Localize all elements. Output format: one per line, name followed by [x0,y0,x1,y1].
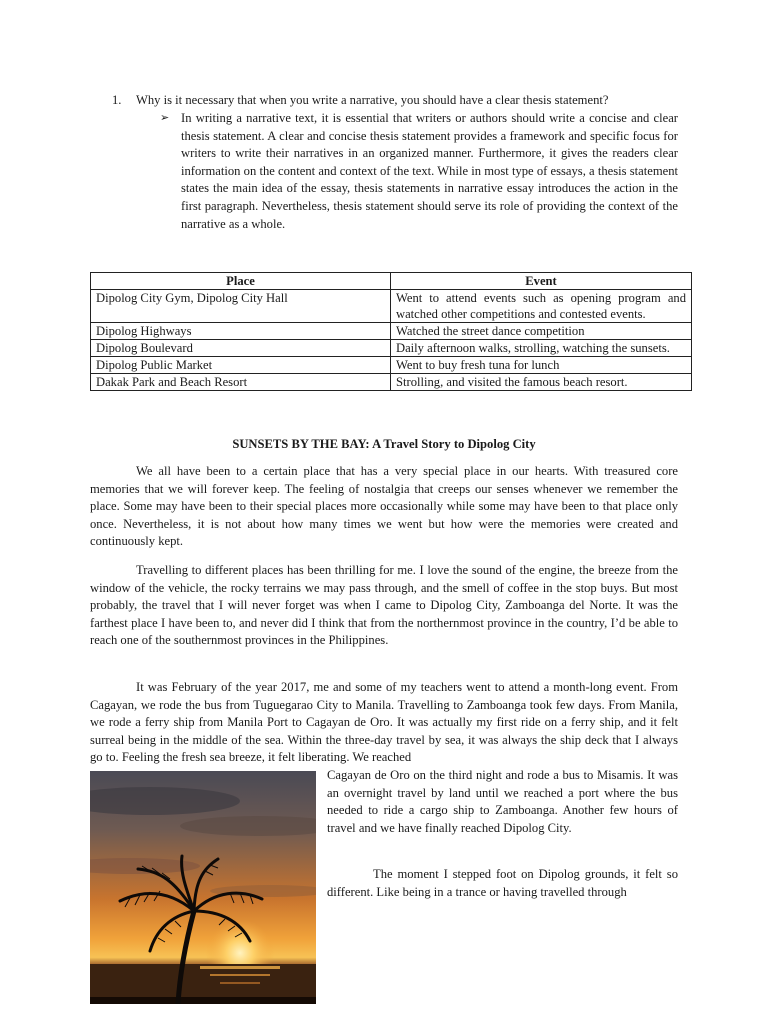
header-place: Place [91,273,391,290]
place-cell: Dakak Park and Beach Resort [91,374,391,391]
event-cell: Strolling, and visited the famous beach resort. [391,374,692,391]
place-event-table [90,272,692,391]
table-row [91,323,692,340]
table-row [91,290,692,323]
event-cell: Went to buy fresh tuna for lunch [391,357,692,374]
event-cell: Daily afternoon walks, strolling, watching the sunsets. [391,340,692,357]
event-cell: Watched the street dance competition [391,323,692,340]
question-1 [112,92,692,110]
table-row [91,357,692,374]
question-text: Why is it necessary that when you write a narrative, you should have a clear thesis statement? [136,93,609,107]
story-paragraph-3: It was February of the year 2017, me and some of my teachers went to attend a month-long event. From Cagayan, we rode the bus from Tuguegarao City to Manila. Travelling to Zamboanga took few days. From Manila, we rode a ferry ship from Manila Port to Cagayan de Oro. It was actually my first ride on a ferry ship, and it felt surreal being in the middle of the sea. Within the three-day travel by sea, it was always the ship deck that I always go to. Feeling the fresh sea breeze, it felt liberating. We reached [90,680,678,765]
place-cell: Dipolog City Gym, Dipolog City Hall [91,290,391,323]
answer-text: In writing a narrative text, it is essential that writers or authors should write a concise and clear thesis statement. A clear and concise thesis statement provides a framework and specific focus for writers to write their narratives in an organized manner. Furthermore, it gives the readers clear information on the content and context of the text. While in most type of essays, a thesis statement states the main idea of the essay, thesis statements in narrative essay introduces the action in the first paragraph. Nevertheless, thesis statement should serve its role of providing the context of the narrative as a whole. [181,111,678,231]
arrow-bullet-icon: ➢ [160,112,170,124]
story-paragraph-3-continued: Cagayan de Oro on the third night and rode a bus to Misamis. It was an overnight travel by land until we reached a port where the bus needed to ride a cargo ship to Zamboanga. Another few hours of travel and we have finally reached Dipolog City. [327,768,678,835]
table-header-row [91,273,692,290]
story-paragraph-4: The moment I stepped foot on Dipolog grounds, it felt so different. Like being in a trance or having travelled through [327,867,678,899]
event-cell: Went to attend events such as opening program and watched other competitions and contested events. [391,290,692,323]
place-cell: Dipolog Boulevard [91,340,391,357]
story-paragraph-1: We all have been to a certain place that has a very special place in our hearts. With treasured core memories that we will forever keep. The feeling of nostalgia that creeps our senses whenever we remember the place. Some may have been to their special places more occasionally while some may have been to that place only once. Nevertheless, it is not about how many times we went but how were the memories were created and continuously kept. [90,464,678,549]
story-paragraph-2: Travelling to different places has been thrilling for me. I love the sound of the engine, the breeze from the window of the vehicle, the rocky terrains we may pass through, and the smell of coffee in the stop buys. But most probably, the travel that I will never forget was when I came to Dipolog City, Zamboanga del Norte. It was the farthest place I have been to, and never did I think that from the northernmost province in the country, I’d be able to reach one of the southernmost provinces in the Philippines. [90,563,678,648]
sunset-palm-photo [90,771,316,1004]
place-cell: Dipolog Public Market [91,357,391,374]
place-cell: Dipolog Highways [91,323,391,340]
header-event: Event [391,273,692,290]
story-title: SUNSETS BY THE BAY: A Travel Story to Dipolog City [232,437,536,451]
table-row [91,340,692,357]
question-number: 1. [112,93,122,107]
table-row [91,374,692,391]
